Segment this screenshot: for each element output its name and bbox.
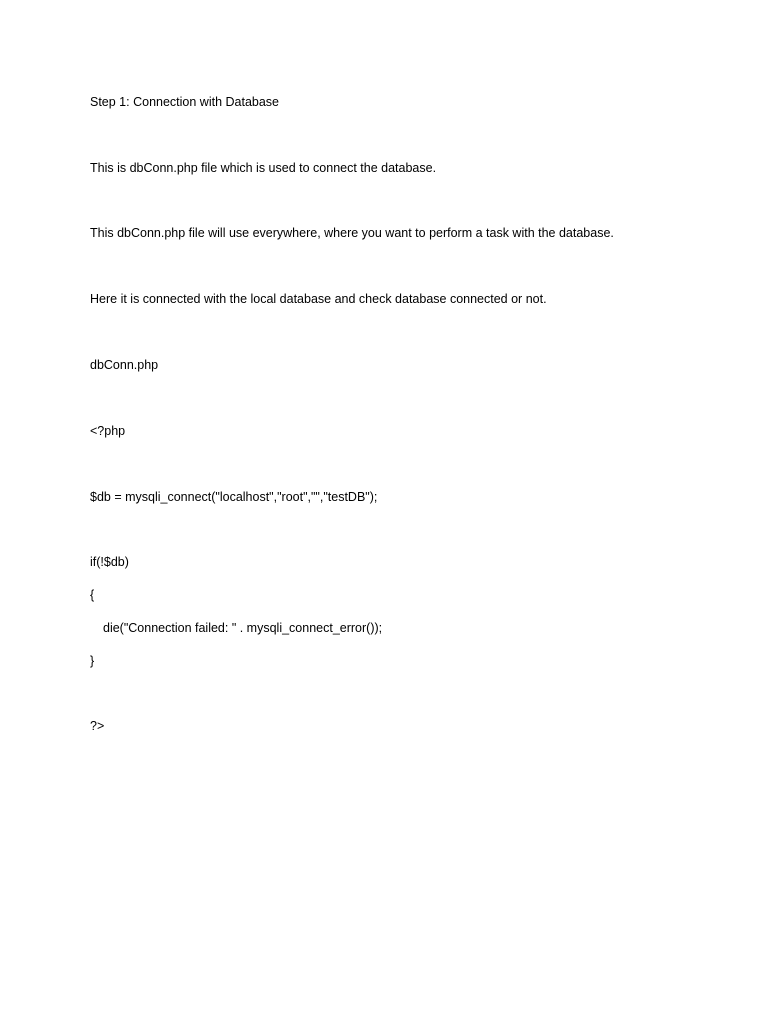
code-open-brace: { <box>90 588 95 602</box>
paragraph-2: This dbConn.php file will use everywhere, where you want to perform a task with the database. <box>90 226 614 240</box>
code-close-brace: } <box>90 654 95 668</box>
code-die-line: die("Connection failed: " . mysqli_connect_error()); <box>103 621 383 635</box>
paragraph-1: This is dbConn.php file which is used to connect the database. <box>90 161 437 175</box>
code-connect-line: $db = mysqli_connect("localhost","root","","testDB"); <box>90 490 378 504</box>
code-close-tag: ?> <box>90 719 105 733</box>
code-open-tag: <?php <box>90 424 126 438</box>
file-name: dbConn.php <box>90 358 159 372</box>
step-heading: Step 1: Connection with Database <box>90 95 280 109</box>
code-if-line: if(!$db) <box>90 555 129 569</box>
paragraph-3: Here it is connected with the local database and check database connected or not. <box>90 292 547 306</box>
